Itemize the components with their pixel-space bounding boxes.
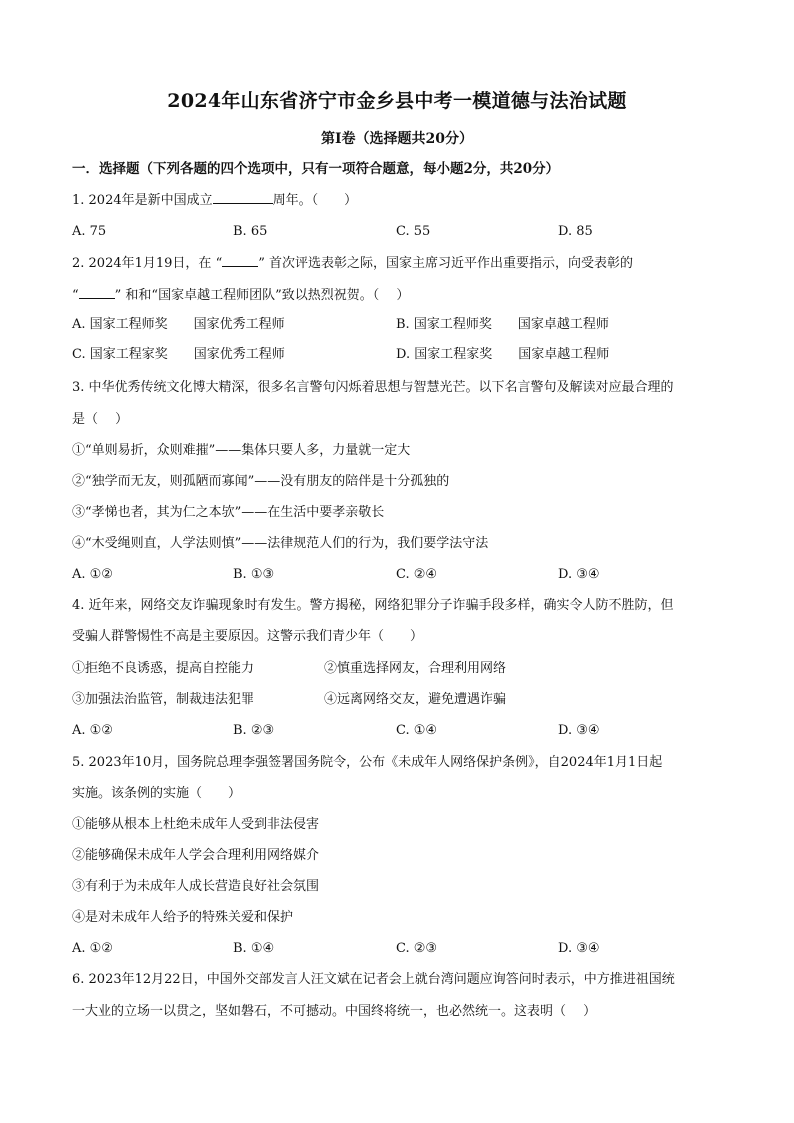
question-3-statement-4: ④“木受绳则直，人学法则慎”——法律规范人们的行为，我们要学法守法 xyxy=(72,536,489,551)
question-5-statement-1: ①能够从根本上杜绝未成年人受到非法侵害 xyxy=(72,817,320,832)
exam-title: 2024年山东省济宁市金乡县中考一模道德与法治试题 xyxy=(167,90,627,112)
question-3-statement-2: ②“独学而无友，则孤陋而寡闻”——没有朋友的陪伴是十分孤独的 xyxy=(72,474,450,489)
question-4-statement-3: ③加强法治监管，制裁违法犯罪 xyxy=(72,692,255,707)
question-1-option-c: C. 55 xyxy=(396,224,431,239)
question-2-text-d: ” 和和“国家卓越工程师团队”致以热烈祝贺。（ ） xyxy=(114,288,410,303)
answer-blank xyxy=(213,191,273,204)
question-3-option-c: C. ②④ xyxy=(396,567,438,582)
question-5-option-d: D. ③④ xyxy=(558,941,600,956)
question-4-statement-1: ①拒绝不良诱惑，提高自控能力 xyxy=(72,661,255,676)
answer-blank xyxy=(222,254,258,267)
question-6-stem-line1: 6. 2023年12月22日，中国外交部发言人汪文斌在记者会上就台湾问题应询答问时表示，中方推进祖国统 xyxy=(72,972,675,987)
question-3-statement-1: ①“单则易折，众则难摧”——集体只要人多，力量就一定大 xyxy=(72,443,411,458)
question-1-text-a: 1. 2024年是新中国成立 xyxy=(72,193,213,208)
question-4-option-c: C. ①④ xyxy=(396,723,438,738)
question-4-option-a: A. ①② xyxy=(72,723,113,738)
question-2-option-b: B. 国家工程师奖 国家卓越工程师 xyxy=(396,317,609,332)
question-1-option-d: D. 85 xyxy=(558,224,593,239)
question-2-text-c: “ xyxy=(72,288,79,303)
question-2-option-c: C. 国家工程家奖 国家优秀工程师 xyxy=(72,347,285,362)
exam-subtitle: 第Ⅰ卷（选择题共20分） xyxy=(320,131,474,147)
question-5-statement-4: ④是对未成年人给予的特殊关爱和保护 xyxy=(72,910,294,925)
question-1-option-b: B. 65 xyxy=(233,224,268,239)
question-5-stem-line2: 实施。该条例的实施（ ） xyxy=(72,786,242,801)
question-6-stem-line2: 一大业的立场一以贯之，坚如磐石，不可撼动。中国终将统一，也必然统一。这表明（ ） xyxy=(72,1004,597,1019)
question-2-stem-line2 xyxy=(72,286,409,305)
question-2-stem-line1 xyxy=(72,254,633,273)
question-1-stem xyxy=(72,191,357,210)
answer-blank xyxy=(79,286,115,299)
question-2-text-b: ” 首次评选表彰之际，国家主席习近平作出重要指示，向受表彰的 xyxy=(258,256,633,271)
question-5-option-b: B. ①④ xyxy=(233,941,275,956)
question-1-option-a: A. 75 xyxy=(72,224,107,239)
question-5-statement-2: ②能够确保未成年人学会合理利用网络媒介 xyxy=(72,848,320,863)
question-2-text-a: 2. 2024年1月19日，在 “ xyxy=(72,256,223,271)
question-4-option-d: D. ③④ xyxy=(558,723,600,738)
question-3-statement-3: ③“孝悌也者，其为仁之本欤”——在生活中要孝亲敬长 xyxy=(72,505,385,520)
question-5-option-a: A. ①② xyxy=(72,941,113,956)
question-2-option-a: A. 国家工程师奖 国家优秀工程师 xyxy=(72,317,285,332)
question-4-option-b: B. ②③ xyxy=(233,723,275,738)
question-3-stem-line2: 是（ ） xyxy=(72,412,129,427)
question-4-stem-line1: 4. 近年来，网络交友诈骗现象时有发生。警方揭秘，网络犯罪分子诈骗手段多样，确实令人防不胜防，但 xyxy=(72,598,674,613)
question-5-statement-3: ③有利于为未成年人成长营造良好社会氛围 xyxy=(72,879,320,894)
question-1-text-b: 周年。（ ） xyxy=(272,193,358,208)
question-4-statement-2: ②慎重选择网友，合理利用网络 xyxy=(324,661,507,676)
question-5-stem-line1: 5. 2023年10月，国务院总理李强签署国务院令，公布《未成年人网络保护条例》，自2024年1月1日起 xyxy=(72,755,663,770)
question-3-stem-line1: 3. 中华优秀传统文化博大精深，很多名言警句闪烁着思想与智慧光芒。以下名言警句及解读对应最合理的 xyxy=(72,380,674,395)
question-4-statement-4: ④远离网络交友，避免遭遇诈骗 xyxy=(324,692,507,707)
question-4-stem-line2: 受骗人群警惕性不高是主要原因。这警示我们青少年（ ） xyxy=(72,629,424,644)
question-2-option-d: D. 国家工程家奖 国家卓越工程师 xyxy=(396,347,610,362)
question-3-option-b: B. ①③ xyxy=(233,567,275,582)
question-5-option-c: C. ②③ xyxy=(396,941,438,956)
question-3-option-a: A. ①② xyxy=(72,567,113,582)
question-3-option-d: D. ③④ xyxy=(558,567,600,582)
section-heading: 一．选择题（下列各题的四个选项中，只有一项符合题意，每小题2分，共20分） xyxy=(72,161,560,177)
